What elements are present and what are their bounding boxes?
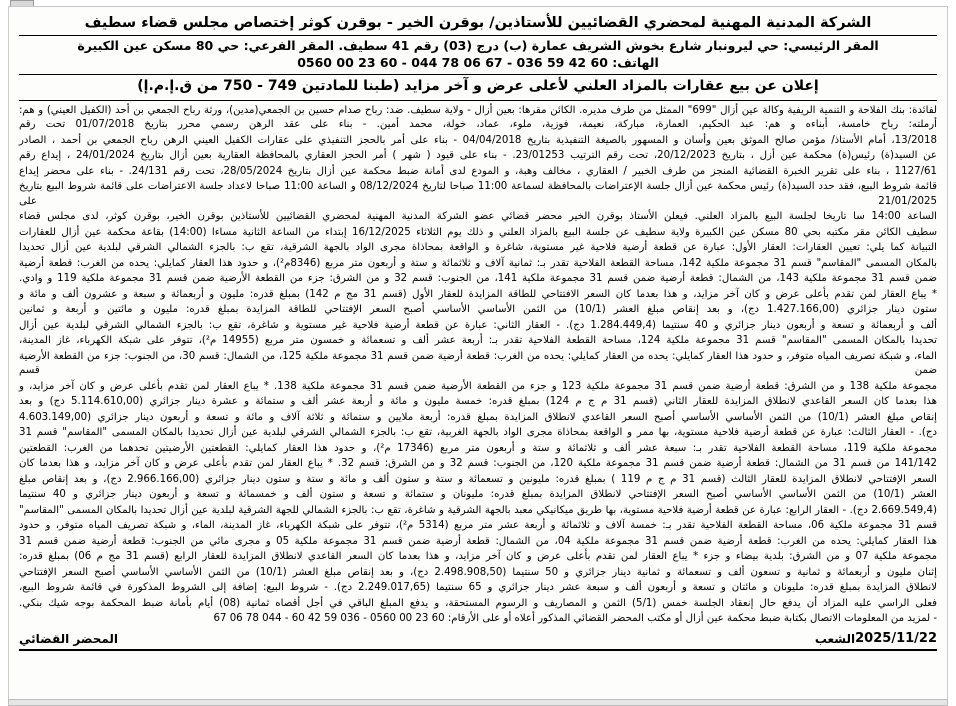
body-paragraph: الماء، و شبكة تصريف المياه متوفر، و حدود هذا العقار كمايلي: يحده من العقار كمايلي: يحده من الغرب: قطعة أرضية ضمن قسم 31 مجموعة ملكية 125، من الشمال: قسم 30، من الجنوب: جزء من القطعة الأرضية ضمن قسم	[19, 350, 937, 377]
notice-body	[19, 104, 937, 626]
body-paragraph: هذا العقار كمايلي: يحده من الغرب: قطعة أرضية ضمن قسم 31 مجموعة ملكية 04، من الشمال: قطعة أرضية ضمن قسم 31 مجموعة ملكية 05 و مجرى مائي من الجنوب: قطعة أرضية ضمن قسم 31	[19, 535, 938, 547]
body-paragraph: دج). - العقار الثالث: عبارة عن قطعة أرضية فلاحية مستوية، بها ممر و الواقعة بمحاذاة مجرى الواد بالجهة الغربية، تقع ب: بالجزء الشمالي الشرقي لبلدية عين أزال تحديدا بالمكان المسمى "المقاسم" قسم 31	[19, 427, 937, 439]
body-paragraph: لانطلاق المزايدة بمبلغ قدره: مليونان و مائتان و تسعة و أربعون ألف و سبعة عشر دينار جزائري و 65 سنتيما (2.249.017,65 دج). - شروط البيع: إضافة إلى الشروط المذكورة في قائمة شروط البيع،	[19, 582, 937, 594]
scanned-notice	[8, 6, 948, 700]
body-paragraph: قائمة شروط البيع، فقد حدد السيد(ة) رئيس محكمة عين أزال جلسة الإعتراضات بالمحافظة لسماعة 11:00 صباحا لتاريخ 08/12/2024 و الساعة 11:00 صباحا لاعداد جلسة الاعتراضات على قائمة شروط البيع بتاريخ 21/01/2025 على	[19, 181, 937, 207]
body-paragraph: التبيانة كما يلي: تعيين العقارات: العقار الأول: عبارة عن قطعة أرضية فلاحية غير مستوية، شاغرة و الواقعة بمحاذاة مجرى الواد بالجهة الشرقية، تقع ب: بالجزء الشمالي الشرقي لبلدية عين أزال تحديدا	[19, 242, 937, 254]
body-paragraph: (2.669.549,4 دج). - العقار الرابع: عبارة عن قطعة أرضية فلاحية مستوية، بها طريق ميكانيكي معبد بالجهة الشرقية و شاغرة، تقع ب: بالجزء الشمالي للجهة الشرقية لبلدية عين أزال تحديدا بالمكان المسمى "المقاسم"	[19, 504, 937, 516]
notice-title: إعلان عن بيع عقارات بالمزاد العلني لأعلى عرض و آخر مزايد (طبنا للمادتين 749 - 750 من ق.إ.م.إ)	[137, 78, 819, 94]
body-paragraph-contact: - لمزيد من المعلومات الاتصال بكتابة ضبط محكمة عين أزال أو مكتب المحضر القضائي المذكور أعلاه أو على الأرقام: 60 23 00 0560 - 036 59 42 60 - 044 78 06 67	[213, 612, 937, 624]
body-paragraph: ضمن قسم 31 مجموعة ملكية 143، من الشمال: قطعة أرضية ضمن قسم 31 مجموعة ملكية 141، من الجنوب: قسم 32 و من الشرق: جزء من القطعة الأرضية ضمن قسم 31 مجموعة ملكية 119 و وادي.	[19, 273, 938, 285]
body-paragraph: 141/142 من قسم 31 من الشمال: قطعة أرضية ضمن قسم 31 مجموعة ملكية 120، من الجنوب: قسم 32 و من الشرق: قسم 32. * يباع العقار لمن تقدم بأعلى عرض و كان آخر مزايد، و هذا بعدما كان	[19, 458, 937, 470]
header-divider-top	[19, 35, 937, 36]
body-paragraph: 1127/61 ، بناء على تقرير الخبرة القضائية المنجز من طرف الخبير / العقاري ، مخالف وهبة، و المودع لدى أمانة ضبط محكمة عين أزال بتاريخ 28/05/2024، تحت رقم 24/131. - بناء على محضر إيداع	[19, 165, 937, 177]
signature-title: المحضر القضائي	[19, 632, 119, 647]
body-paragraph: عن السيد(ة) رئيس(ة) محكمة عين أزل ، بتاريخ 20/12/2023، تحت رقم الترتيب 23/01253. - بناء على قيود ( شهر ) أمر الحجز العقاري بالمحافظة العقارية بعين أزال بتاريخ 24/01/2024 ، إيداع رقم	[19, 150, 937, 162]
document-header	[19, 15, 937, 101]
body-paragraph: إنقاص مبلغ العشر (10/1) من الثمن الأساسي الأساسي أصبح السعر القاعدي لانطلاق المزايدة بمبلغ قدره: أربعة ملايين و ستمائة و ثلاثة آلاف و مائة و تسعة و أربعون دينار جزائري (4.603.149,00	[19, 411, 937, 423]
publication-date: 2025/11/22	[855, 631, 937, 647]
body-paragraph: مجموعة ملكية 07 و من الشرق: بلدية بيضاء و جزء * يباع العقار لمن تقدم بأعلى عرض و كان آخر مزايد، و هذا بعدما كان السعر القاعدي لانطلاق المزايدة للعقار الرابع (قسم 31 مج م 06) بمبلغ قدره:	[19, 551, 937, 563]
body-paragraph: مجموعة ملكية 138 و من الشرق: قطعة أرضية ضمن قسم 31 مجموعة ملكية 123 و جزء من القطعة الأرضية ضمن قسم 31 مجموعة ملكية 138. * يباع العقار لمن تقدم بأعلى عرض و كان آخر مزايد، و	[19, 380, 938, 392]
body-paragraph: مجموعة ملكية 119، مساحة القطعة الفلاحية تقدر بـ: سبعة عشر ألف و ثلاثمائة و ستة و أربعون متر مربع (17346 م²)، و حدود هذا العقار كمايلي: القطعتين الأرضيتين تحدهما من الغرب: القطعتين	[19, 442, 938, 454]
body-paragraph: بالمكان المسمى "المقاسم" قسم 31 مجموعة ملكية 142، مساحة القطعة الفلاحية تقدر بـ: ثمانية آلاف و ثلاثمائة و ستة و أربعون متر مربع (8346م²)، و حدود هذا العقار كمايلي: يحده من الغرب: قطعة أرضية	[19, 257, 938, 269]
newspaper-name: الشعب	[814, 632, 856, 647]
body-paragraph: * يباع العقار لمن تقدم بأعلى عرض و كان آخر مزايد، و هذا بعدما كان السعر الافتتاحي للطاقة المزايدة للعقار الأول (قسم 31 مج م 142) بمبلغ قدره: مليون و أربعمائة و سبعة و عشرون ألف و مائة و	[19, 288, 937, 300]
document-footer	[19, 631, 937, 646]
body-paragraph: قسم 31 مجموعة ملكية 06، مساحة القطعة الفلاحية تقدر بـ: خمسة آلاف و ثلاثمائة و أربعة عشر متر مربع (5314 م²)، تتوفر على شبكة الكهرباء، غاز المدينة، الماء، و شبكة تصريف المياه متوفر، و حدود	[19, 520, 938, 532]
page-bottom-strip	[8, 699, 948, 706]
body-paragraph: ستون دينار جزائري (1.427.166,00 دج)، و بعد إنقاص مبلغ العشر (10/1) من الثمن الأساسي الأساسي أصبح السعر الإفتتاحي للطاقة المزايدة بمبلغ قدره: مليون و مائتين و أربعة و ثمانين	[19, 304, 937, 316]
office-address: المقر الرئيسي: حي ليرونبار شارع بخوش الشريف عمارة (ب) درج (03) رقم 41 سطيف. المقر الفرعي: حي 80 مسكن عين الكبيرة	[77, 38, 879, 53]
body-paragraph: الساعة 14:00 سا تاريخا لجلسة البيع بالمزاد العلني. فيعلن الأستاذ بوقرن الخير محضر قضائي عضو الشركة المدنية المهنية لمحضري القضائيين للأستاذين بوقرن الخير، بوقرن كوثر، لدى مجلس قضاء	[19, 211, 938, 223]
body-paragraph: فعلى الراسي عليه المزاد أن يدفع حال إنعقاد الجلسة خمس (5/1) الثمن و المصاريف و الرسوم المستحقة، و يدفع المبلغ الباقي في أجل أقصاه ثمانية (08) أيام بأمانة ضبط المحكمة بوجه شيك بنكي.	[19, 597, 937, 609]
body-paragraph: إثنان مليون و أربعمائة و ثمانية و تسعون ألف و تسعمائة و ثمانية دينار جزائري و 50 سنتيما (2.498.908,50 دج)، و بعد إنقاص مبلغ العشر (10/1) من الثمن الأساسي الأساسي أصبح السعر الإفتتاحي	[19, 566, 937, 578]
body-paragraph: السعر الإفتتاحي لانطلاق المزايدة للعقار الثالث (قسم 31 م ج م 119 ) بمبلغ قدره: مليونين و تسعمائة و ستة و ستون ألف و مائة و ستة و ستون دينار جزائري (2.966.166,00 دج)، و بعد إنقاص مبلغ	[19, 473, 938, 485]
footer-divider	[19, 649, 937, 651]
body-paragraph: تحديدا بالمكان المسمى "المقاسم" قسم 31 مجموعة ملكية 124، مساحة القطعة الفلاحية تقدر بـ: أربعة عشر ألف و تسعمائة و خمسون متر مربع (14955 م²)، تتوفر على شبكة الكهرباء، غاز المدينة،	[19, 335, 937, 347]
body-paragraph: العشر (10/1) من الثمن الأساسي الأساسي أصبح السعر الإفتتاحي لانطلاق المزايدة بمبلغ قدره: مليونان و ستمائة و تسعة و ستون ألف و خمسمائة و تسعة و أربعون دينار جزائري و 40 سنتيما	[19, 489, 937, 501]
body-paragraph: لفائدة: بنك الفلاحة و التنمية الريفية وكالة عين أزال "699" الممثل من طرف مديره. الكائن مقرها: بعين أزال - ولاية سطيف. ضد: رباح صدام حسين بن الجمعي(مدين)، ورثة رباح الجمعي بن أحد (الكفيل العيني) و هم: أرملته: رباح خامسة، أبناءه و هم: عبد الحكيم، العمارة، مباركة، نعيمة، فوزية، ملوء، عماد، خولة، محمد أمين. - بناء على عقد الرهن رسمي محرر بتاريخ 01/07/2018 تحت رقم	[19, 105, 937, 131]
body-paragraph: ألف و أربعمائة و تسعة و أربعون دينار جزائري و 40 سنتيما (1.284.449,4 دج). - العقار الثاني: عبارة عن قطعة أرضية فلاحية غير مستوية و شاغرة، تقع ب: بالجزء الشمالي الشرقي لبلدية عين أزال	[19, 319, 937, 331]
body-paragraph: 13/2018، أمام الأستاذ/ مؤمن صالح الموثق بعين وأسان و المسهور بالصيغة التنفيذية بتاريخ 04/04/2018 - بناء على أمر بالحجز التنفيذي على عقارات الكفيل العيني الرهن رباح الجمعي بن أحمد ، الصادر	[19, 134, 937, 146]
body-paragraph: سطيف الكائن مقر مكتبه بحي 80 مسكن عين الكبيرة ولاية سطيف عن جلسة البيع بالمزاد العلني و ذلك يوم الثلاثاء 16/12/2025 إبتداء من الساعة الثانية مساءا (14:00) بقاعة محكمة عين أزال للعقارات	[19, 226, 937, 238]
title-divider	[19, 100, 937, 101]
body-paragraph: هذا بعدما كان السعر القاعدي لانطلاق المزايدة للعقار الثاني (قسم 31 م ج م 124) بمبلغ قدره: خمسة مليون و مائة و أربعة عشر ألف و ستمائة و عشرة دينار جزائري (5.114.610,00 دج) و بعد	[19, 396, 937, 408]
company-name: الشركة المدنية المهنية لمحضري القضائيين للأستاذين/ بوقرن الخير - بوقرن كوثر إختصاص مجلس قضاء سطيف	[84, 15, 872, 31]
office-phone: الهاتف: 60 42 59 036 - 67 06 78 044 - 60 23 00 0560	[297, 55, 659, 70]
